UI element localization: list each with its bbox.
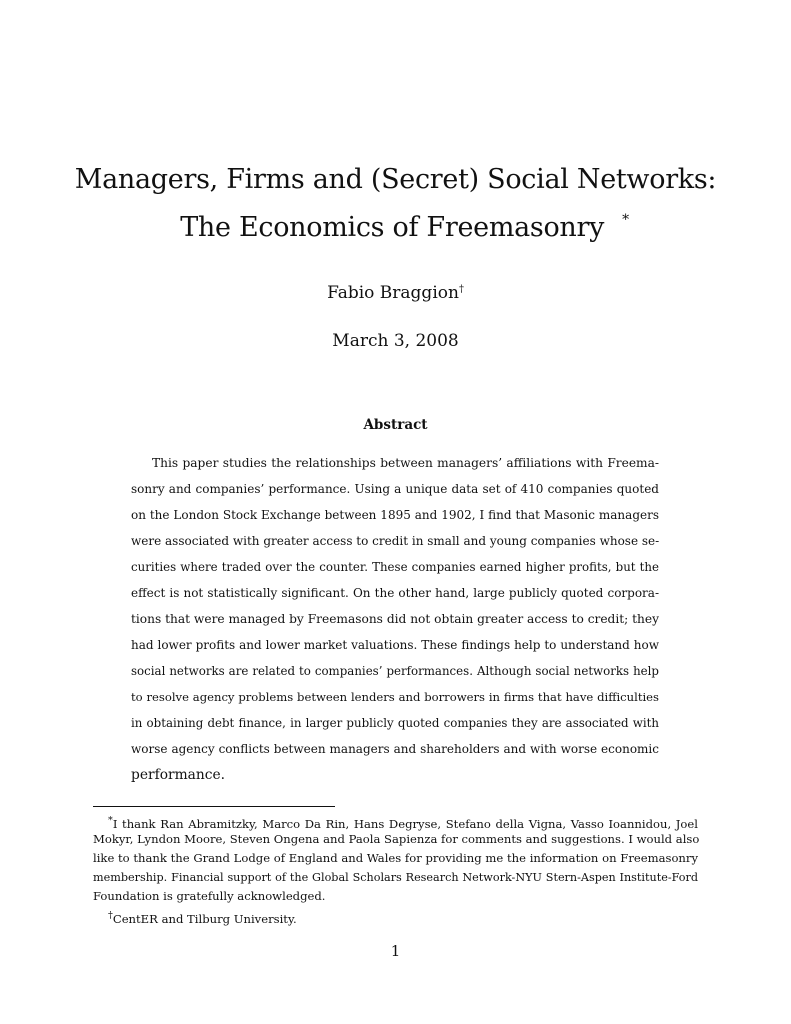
abstract-line: performance.	[131, 767, 226, 783]
author-footnote-mark: †	[458, 284, 464, 295]
title-line-2	[0, 212, 791, 248]
abstract-line: effect is not statistically significant. On the other hand, large publicly quoted corpora-	[131, 586, 659, 600]
date: March 3, 2008	[332, 331, 459, 351]
page-number: 1	[390, 942, 401, 960]
abstract-line: in obtaining debt finance, in larger publicly quoted companies they are associated with	[131, 716, 659, 730]
footnote-text: I thank Ran Abramitzky, Marco Da Rin, Hans Degryse, Stefano della Vigna, Vasso Ioannidou, Joel	[112, 816, 698, 831]
footnote-line: like to thank the Grand Lodge of England and Wales for providing me the information on Freemasonry	[93, 851, 698, 865]
abstract-line: had lower profits and lower market valuations. These findings help to understand how	[131, 638, 659, 652]
title-footnote-mark: *	[622, 212, 629, 228]
abstract-heading: Abstract	[363, 417, 428, 433]
footnote-mark-1: *	[108, 815, 113, 826]
abstract-line: social networks are related to companies’ performances. Although social networks help	[131, 664, 659, 678]
footnote-rule	[93, 806, 335, 807]
footnote-line: membership. Financial support of the Global Scholars Research Network-NYU Stern-Aspen Institute-Ford	[93, 871, 698, 884]
author-name: Fabio Braggion	[327, 283, 459, 303]
abstract-line: This paper studies the relationships between managers’ affiliations with Freema-	[152, 456, 659, 470]
footnote-line: Mokyr, Lyndon Moore, Steven Ongena and Paola Sapienza for comments and suggestions. I would also	[93, 832, 700, 846]
abstract-line: tions that were managed by Freemasons did not obtain greater access to credit; they	[131, 612, 659, 626]
title-line-2-text: The Economics of Freemasonry	[180, 212, 605, 243]
abstract-line: curities where traded over the counter. These companies earned higher profits, but the	[131, 560, 659, 574]
footnote-line	[108, 811, 698, 830]
footnote-line	[108, 906, 698, 925]
abstract-line: were associated with greater access to credit in small and young companies whose se-	[131, 534, 660, 548]
abstract-line: on the London Stock Exchange between 1895 and 1902, I find that Masonic managers	[131, 508, 659, 522]
footnote-mark-2: †	[108, 910, 113, 921]
abstract-line: sonry and companies’ performance. Using a unique data set of 410 companies quoted	[131, 482, 659, 496]
abstract-line: worse agency conflicts between managers and shareholders and with worse economic	[131, 742, 659, 756]
author	[0, 282, 791, 304]
footnote-text: CentER and Tilburg University.	[112, 911, 297, 926]
footnote-line: Foundation is gratefully acknowledged.	[93, 889, 326, 903]
abstract-line: to resolve agency problems between lenders and borrowers in firms that have difficulties	[131, 690, 659, 704]
title-line-1: Managers, Firms and (Secret) Social Networks:	[74, 164, 717, 195]
